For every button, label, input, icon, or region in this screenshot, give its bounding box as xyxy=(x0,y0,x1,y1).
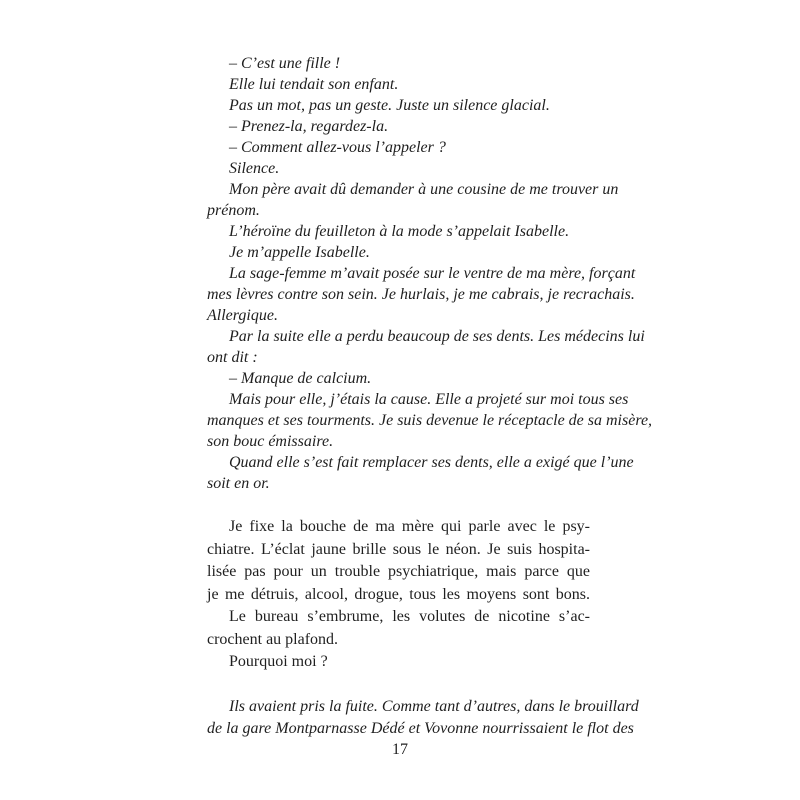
section-break xyxy=(207,494,590,516)
text-line: manques et ses tourments. Je suis devenue le réceptacle de sa misère, xyxy=(207,412,653,429)
text-line: Pourquoi moi ? xyxy=(229,653,328,670)
text-line: – Manque de calcium. xyxy=(229,370,372,387)
text-line: soit en or. xyxy=(207,475,270,492)
text-line: La sage-femme m’avait posée sur le ventre de ma mère, forçant xyxy=(229,265,636,282)
text-line: Mon père avait dû demander à une cousine de me trouver un xyxy=(229,181,619,198)
text-line: – Comment allez-vous l’appeler ? xyxy=(229,139,446,156)
page-text xyxy=(207,53,653,740)
text-line: crochent au plafond. xyxy=(207,630,339,648)
text-line: chiatre. L’éclat jaune brille sous le néon. Je suis hospita- xyxy=(207,540,590,558)
text-line: Quand elle s’est fait remplacer ses dents, elle a exigé que l’une xyxy=(229,454,634,471)
text-line: Je m’appelle Isabelle. xyxy=(229,244,370,261)
roman-passage xyxy=(207,516,590,674)
text-line: prénom. xyxy=(207,202,260,219)
section-break xyxy=(207,674,590,696)
italic-passage-2 xyxy=(207,696,639,740)
text-line: Par la suite elle a perdu beaucoup de ses dents. Les médecins lui xyxy=(229,328,645,345)
text-line: Mais pour elle, j’étais la cause. Elle a projeté sur moi tous ses xyxy=(229,391,629,408)
text-line: Ils avaient pris la fuite. Comme tant d’autres, dans le brouillard xyxy=(229,697,639,715)
text-line: L’héroïne du feuilleton à la mode s’appelait Isabelle. xyxy=(229,223,570,240)
text-line: de la gare Montparnasse Dédé et Vovonne nourrissaient le flot des xyxy=(207,719,634,737)
text-line: – Prenez-la, regardez-la. xyxy=(229,118,389,135)
text-line: Je fixe la bouche de ma mère qui parle avec le psy- xyxy=(229,518,590,535)
text-line: Elle lui tendait son enfant. xyxy=(229,76,399,93)
text-line: Allergique. xyxy=(207,307,278,324)
text-line: je me détruis, alcool, drogue, tous les moyens sont bons. xyxy=(207,585,590,603)
italic-passage-1 xyxy=(207,53,653,494)
text-line: son bouc émissaire. xyxy=(207,433,334,450)
text-line: – C’est une fille ! xyxy=(229,55,341,72)
text-line: ont dit : xyxy=(207,349,258,366)
text-line: Silence. xyxy=(229,160,280,177)
text-line: Pas un mot, pas un geste. Juste un silence glacial. xyxy=(229,97,550,114)
text-line: mes lèvres contre son sein. Je hurlais, je me cabrais, je recrachais. xyxy=(207,286,635,303)
text-line: Le bureau s’embrume, les volutes de nicotine s’ac- xyxy=(229,608,590,625)
page-number: 17 xyxy=(392,741,408,758)
text-line: lisée pas pour un trouble psychiatrique, mais parce que xyxy=(207,563,590,580)
